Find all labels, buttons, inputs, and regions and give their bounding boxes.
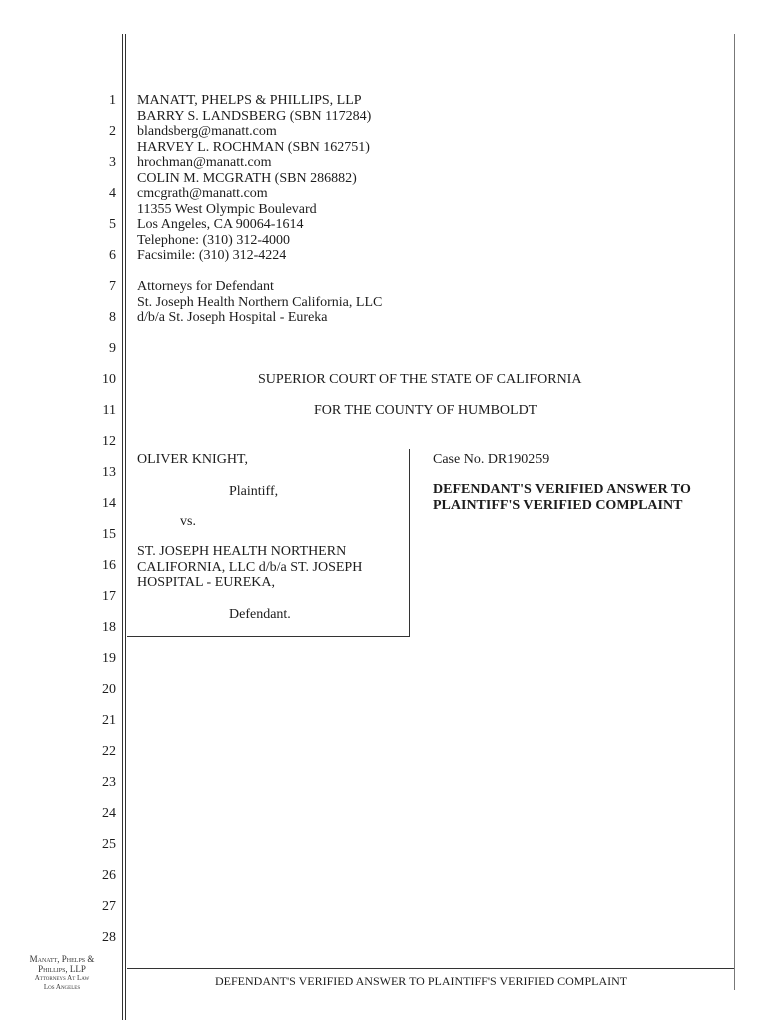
footer-firm-tag: Attorneys At Law bbox=[34, 974, 90, 982]
footer-rule bbox=[127, 968, 734, 969]
line-number: 27 bbox=[102, 899, 116, 914]
attorneys-for: Attorneys for Defendant bbox=[137, 279, 274, 294]
line-number: 25 bbox=[102, 837, 116, 852]
line-number: 8 bbox=[109, 310, 116, 325]
plaintiff-name: OLIVER KNIGHT, bbox=[137, 452, 248, 467]
left-margin-rule-inner bbox=[125, 34, 126, 1020]
line-number: 20 bbox=[102, 682, 116, 697]
line-number: 15 bbox=[102, 527, 116, 542]
attorney-name: BARRY S. LANDSBERG (SBN 117284) bbox=[137, 108, 372, 124]
plaintiff-role: Plaintiff, bbox=[229, 484, 279, 499]
line-number: 28 bbox=[102, 930, 116, 945]
city-address: Los Angeles, CA 90064-1614 bbox=[137, 217, 304, 232]
footer-firm-city: Los Angeles bbox=[43, 983, 81, 991]
line-number: 11 bbox=[102, 403, 116, 418]
line-number: 22 bbox=[102, 744, 116, 759]
line-number: 10 bbox=[102, 372, 116, 387]
line-number: 13 bbox=[102, 465, 116, 480]
line-number: 3 bbox=[109, 155, 116, 170]
telephone: Telephone: (310) 312-4000 bbox=[137, 232, 290, 248]
firm-name: MANATT, PHELPS & PHILLIPS, LLP bbox=[137, 93, 362, 108]
document-title: PLAINTIFF'S VERIFIED COMPLAINT bbox=[433, 497, 683, 513]
line-number: 16 bbox=[102, 558, 116, 573]
line-number: 9 bbox=[109, 341, 116, 356]
versus: vs. bbox=[180, 514, 196, 529]
case-number: Case No. DR190259 bbox=[433, 452, 550, 467]
line-number: 12 bbox=[102, 434, 116, 449]
footer-firm-name: Manatt, Phelps & bbox=[29, 954, 95, 964]
defendant-name: ST. JOSEPH HEALTH NORTHERN bbox=[137, 544, 347, 559]
line-number: 19 bbox=[102, 651, 116, 666]
line-number: 6 bbox=[109, 248, 116, 263]
footer-firm-block bbox=[8, 954, 116, 992]
court-name: SUPERIOR COURT OF THE STATE OF CALIFORNIA bbox=[258, 372, 582, 387]
left-margin-rule-outer bbox=[122, 34, 123, 1020]
line-number: 7 bbox=[109, 279, 116, 294]
attorney-email: blandsberg@manatt.com bbox=[137, 124, 277, 139]
footer-title: DEFENDANT'S VERIFIED ANSWER TO PLAINTIFF'S VERIFIED COMPLAINT bbox=[215, 974, 628, 988]
line-number: 24 bbox=[102, 806, 116, 821]
line-number: 2 bbox=[109, 124, 116, 139]
attorney-name: COLIN M. MCGRATH (SBN 286882) bbox=[137, 170, 357, 186]
facsimile: Facsimile: (310) 312-4224 bbox=[137, 248, 287, 263]
line-number: 4 bbox=[109, 186, 116, 201]
caption-divider bbox=[409, 449, 410, 636]
right-margin-rule bbox=[734, 34, 735, 990]
attorney-email: cmcgrath@manatt.com bbox=[137, 186, 268, 201]
attorney-name: HARVEY L. ROCHMAN (SBN 162751) bbox=[137, 139, 370, 155]
line-number: 17 bbox=[102, 589, 116, 604]
line-number: 14 bbox=[102, 496, 116, 511]
line-number: 26 bbox=[102, 868, 116, 883]
client-name: St. Joseph Health Northern California, LLC bbox=[137, 294, 383, 310]
defendant-name: CALIFORNIA, LLC d/b/a ST. JOSEPH bbox=[137, 559, 363, 575]
line-number: 21 bbox=[102, 713, 116, 728]
court-county: FOR THE COUNTY OF HUMBOLDT bbox=[314, 403, 538, 418]
line-number: 5 bbox=[109, 217, 116, 232]
street-address: 11355 West Olympic Boulevard bbox=[137, 201, 317, 217]
attorney-email: hrochman@manatt.com bbox=[137, 155, 272, 170]
line-number: 18 bbox=[102, 620, 116, 635]
footer-firm-name: Phillips, LLP bbox=[38, 964, 86, 974]
defendant-name: HOSPITAL - EUREKA, bbox=[137, 575, 275, 590]
defendant-role: Defendant. bbox=[229, 607, 291, 622]
client-dba: d/b/a St. Joseph Hospital - Eureka bbox=[137, 310, 328, 325]
line-number: 23 bbox=[102, 775, 116, 790]
caption-bottom-rule bbox=[127, 636, 410, 637]
document-title: DEFENDANT'S VERIFIED ANSWER TO bbox=[433, 482, 691, 497]
line-number: 1 bbox=[109, 93, 116, 108]
